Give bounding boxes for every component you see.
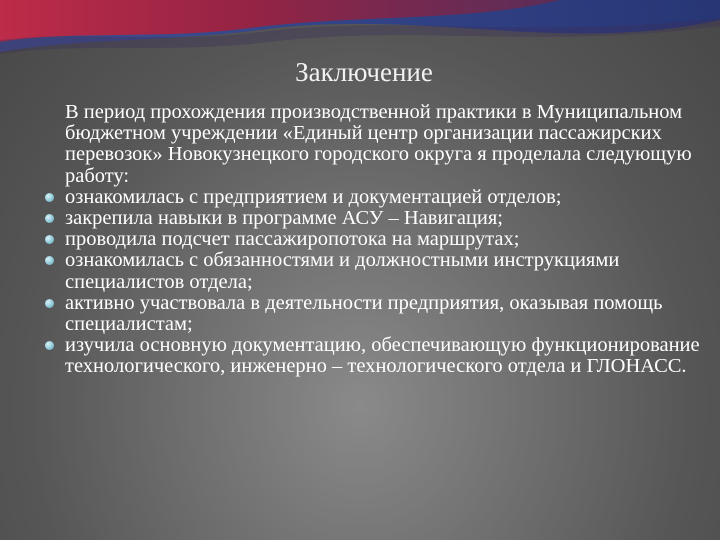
list-item: [45, 187, 705, 208]
list-item-text: изучила основную документацию, обеспечивающую функционирование технологического, инженерно – технологического отдела и ГЛОНАСС.: [65, 334, 700, 378]
intro-paragraph: В период прохождения производственной практики в Муниципальном бюджетном учреждении «Единый центр организации пассажирских перевозок» Новокузнецкого городского округа я проделала следующую работу:: [65, 101, 692, 187]
list-item: [45, 293, 705, 335]
bullet-dot-icon: [45, 256, 54, 265]
bullet-dot-icon: [45, 235, 54, 244]
slide-title: Заключение: [295, 57, 433, 87]
slide-body: [45, 102, 705, 378]
list-item: [45, 335, 705, 377]
list-item-text: закрепила навыки в программе АСУ – Навигация;: [65, 207, 504, 230]
list-item-text: проводила подсчет пассажиропотока на маршрутах;: [65, 228, 520, 251]
bullet-dot-icon: [45, 299, 54, 308]
list-item: [45, 229, 705, 250]
list-item: [45, 208, 705, 229]
list-item-text: активно участвовала в деятельности предприятия, оказывая помощь специалистам;: [65, 291, 663, 336]
bullet-dot-icon: [45, 214, 54, 223]
bullet-list: [45, 187, 705, 378]
list-item-text: ознакомилась с предприятием и документацией отделов;: [65, 185, 562, 208]
list-item: [45, 250, 705, 292]
bullet-dot-icon: [45, 341, 54, 350]
list-item-text: ознакомилась с обязанностями и должностными инструкциями специалистов отдела;: [65, 249, 620, 293]
bullet-dot-icon: [45, 193, 54, 202]
